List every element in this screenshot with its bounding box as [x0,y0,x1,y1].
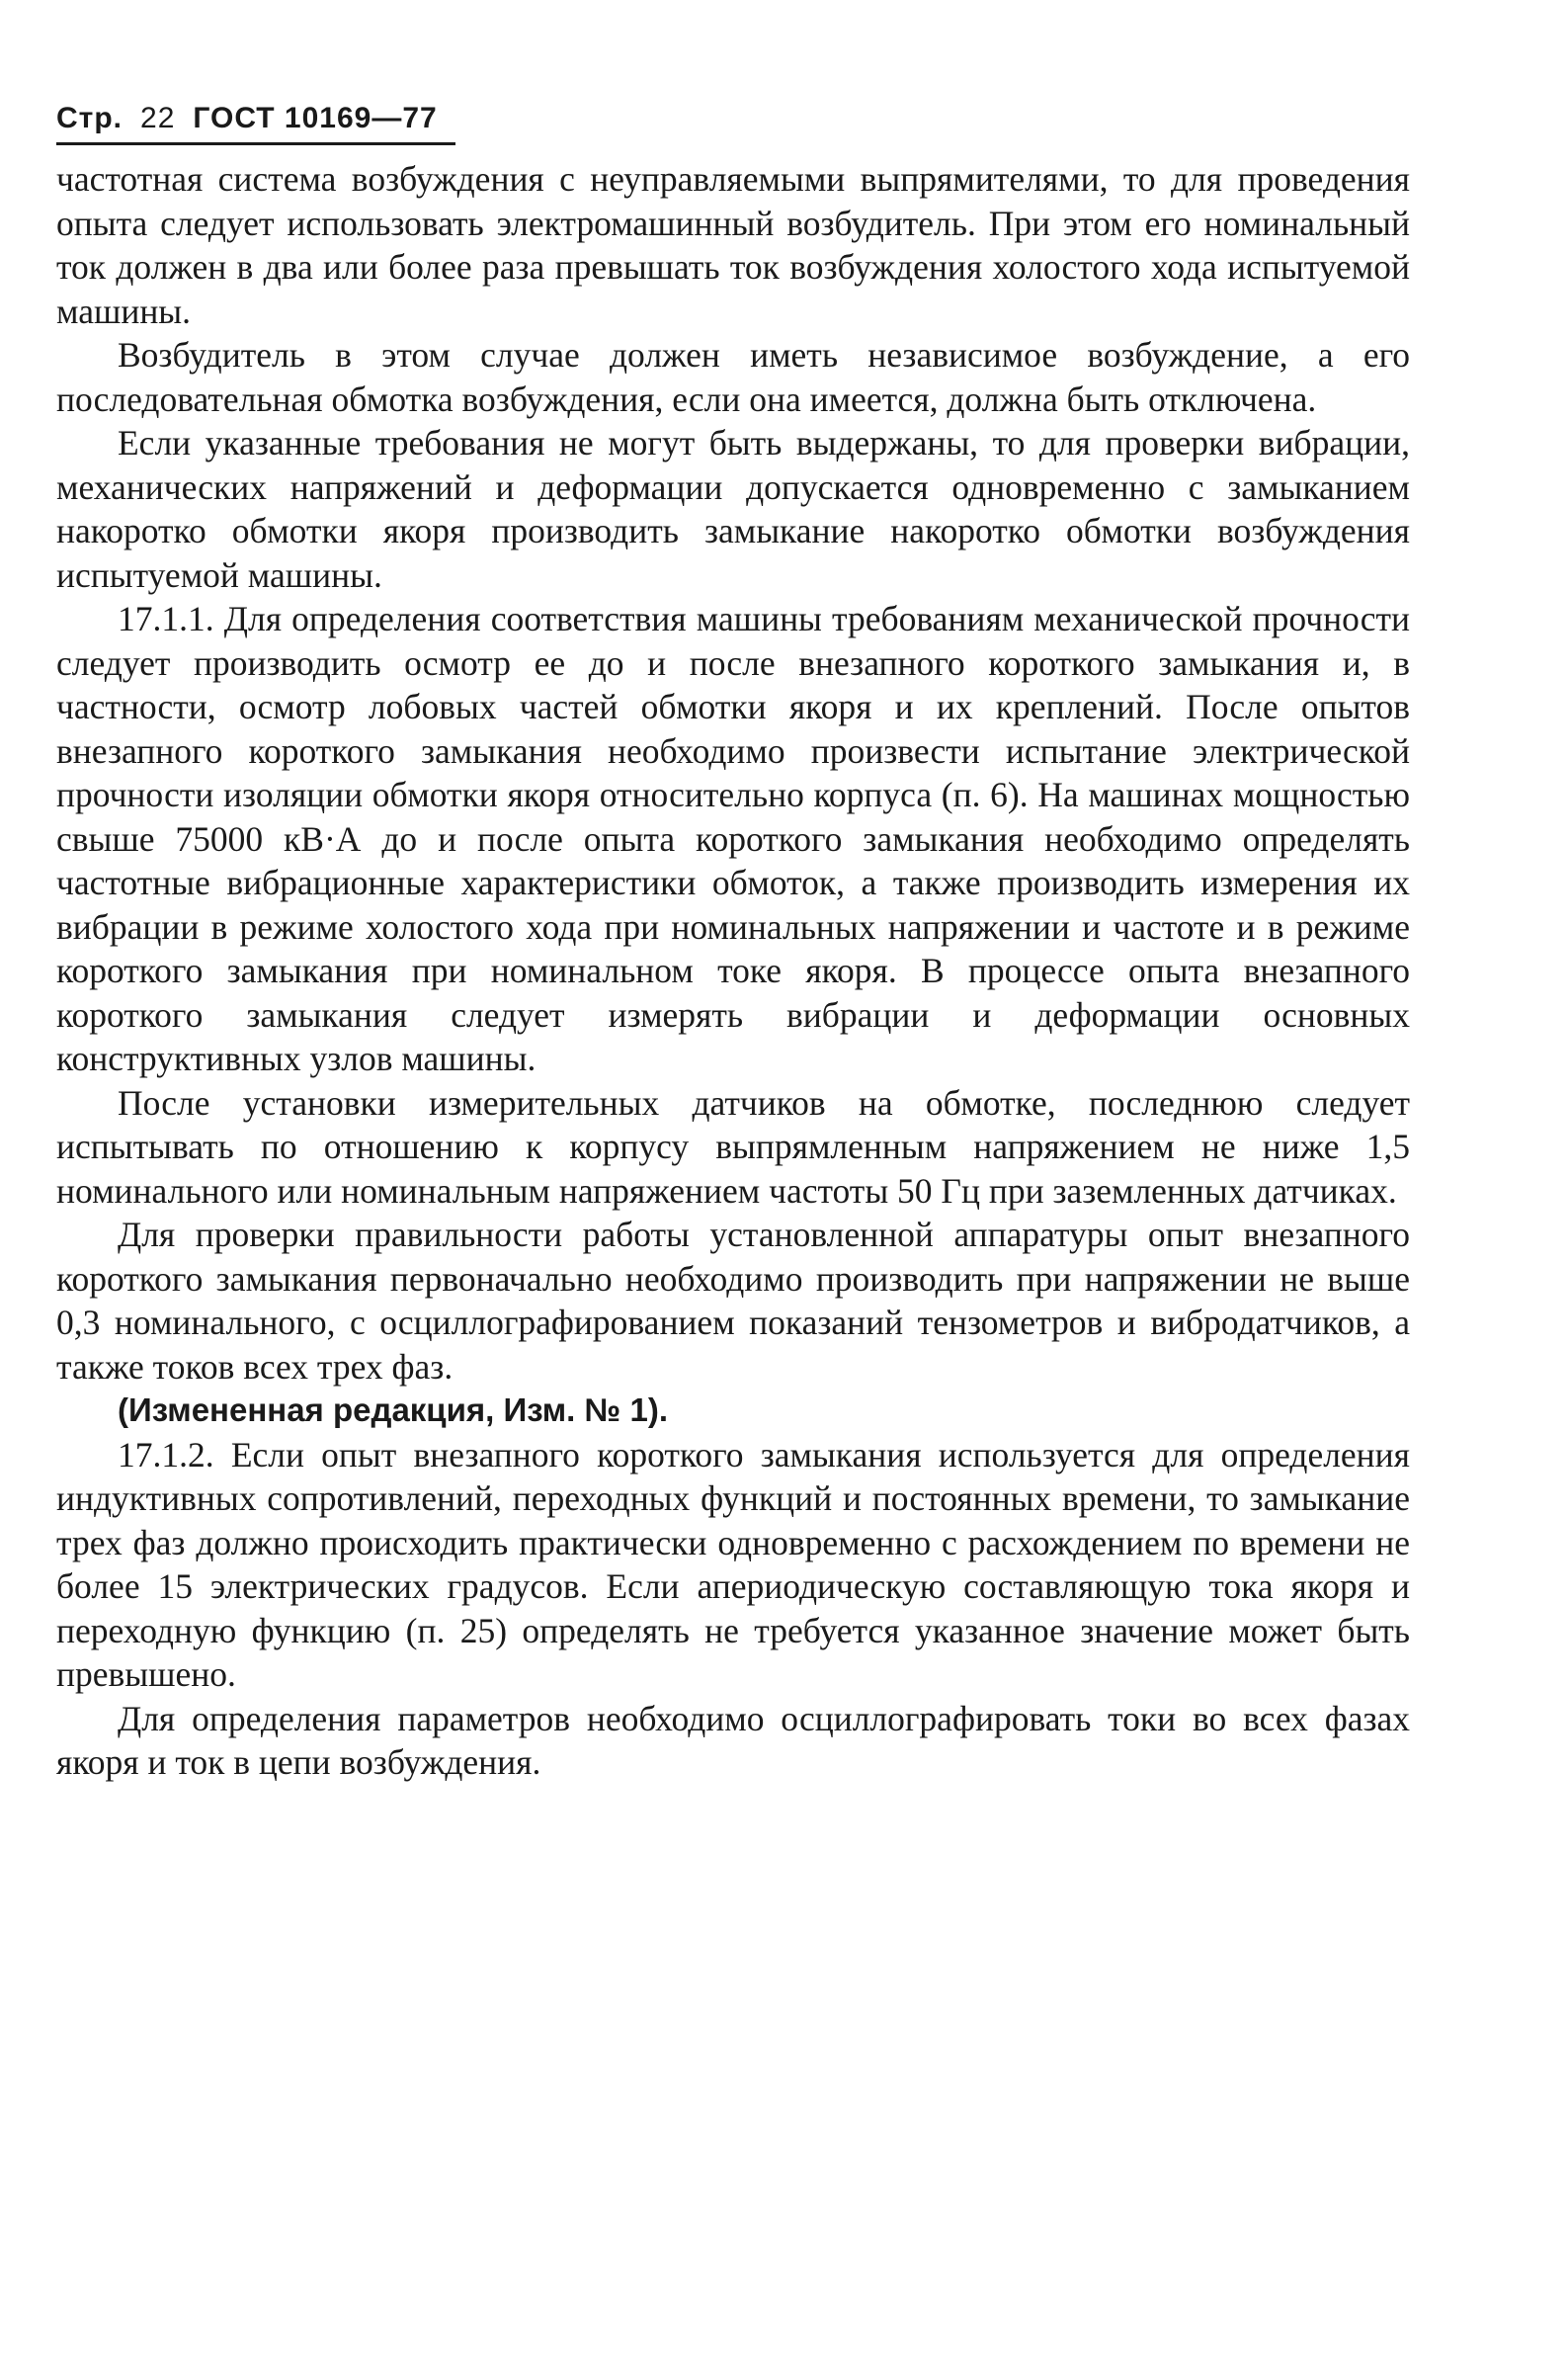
paragraph-requirements: Если указанные требования не могут быть выдержаны, то для проверки вибрации, механических напряжений и деформации допускается одновременно с замыканием накоротко обмотки якоря производить замыкание накоротко обмотки возбуждения испытуемой машины. [56,423,1410,595]
paragraph-apparatus-check: Для проверки правильности работы установленной аппаратуры опыт внезапного короткого замыкания первоначально необходимо производить при напряжении не выше 0,3 номинального, с осциллографированием показаний тензометров и вибродатчиков, а также токов всех трех фаз. [56,1215,1410,1387]
paragraph-17-1-1: 17.1.1. Для определения соответствия машины требованиям механической прочности следует производить осмотр ее до и после внезапного короткого замыкания и, в частности, осмотр лобовых частей обмотки якоря и их креплений. После опытов внезапного короткого замыкания необходимо произвести испытание электрической прочности изоляции обмотки якоря относительно корпуса (п. 6). На машинах мощностью свыше 75000 кВ·А до и после опыта короткого замыкания необходимо определять частотные вибрационные характеристики обмоток, а также производить измерения их вибрации в режиме холостого хода при номинальных напряжении и частоте и в режиме короткого замыкания при номинальном токе якоря. В процессе опыта внезапного короткого замыкания следует измерять вибрации и деформации основных конструктивных узлов машины. [56,599,1410,1078]
document-page [56,94,1410,1785]
paragraph-17-1-2: 17.1.2. Если опыт внезапного короткого замыкания используется для определения индуктивных сопротивлений, переходных функций и постоянных времени, то замыкание трех фаз должно происходить практически одновременно с расхождением по времени не более 15 электрических градусов. Если апериодическую составляющую тока якоря и переходную функцию (п. 25) определять не требуется указанное значение может быть превышено. [56,1434,1410,1694]
paragraph-parameters: Для определения параметров необходимо осциллографировать токи во всех фазах якоря и ток в цепи возбуждения. [56,1698,1410,1782]
amendment-note: (Измененная редакция, Изм. № 1). [118,1391,668,1428]
page-number: 22 [140,102,176,134]
page-label: Стр. [56,102,124,134]
paragraph-sensors: После установки измерительных датчиков на обмотке, последнюю следует испытывать по отношению к корпусу выпрямленным напряжением не ниже 1,5 номинального или номинальным напряжением частоты 50 Гц при заземленных датчиках. [56,1082,1410,1211]
standard-number: ГОСТ 10169—77 [193,102,438,134]
paragraph-exciter: Возбудитель в этом случае должен иметь независимое возбуждение, а его последовательная обмотка возбуждения, если она имеется, должна быть отключена. [56,335,1410,419]
page-header [56,99,455,145]
paragraph-continuation: частотная система возбуждения с неуправляемыми выпрямителями, то для проведения опыта следует использовать электромашинный возбудитель. При этом его номинальный ток должен в два или более раза превышать ток возбуждения холостого хода испытуемой машины. [56,159,1410,331]
